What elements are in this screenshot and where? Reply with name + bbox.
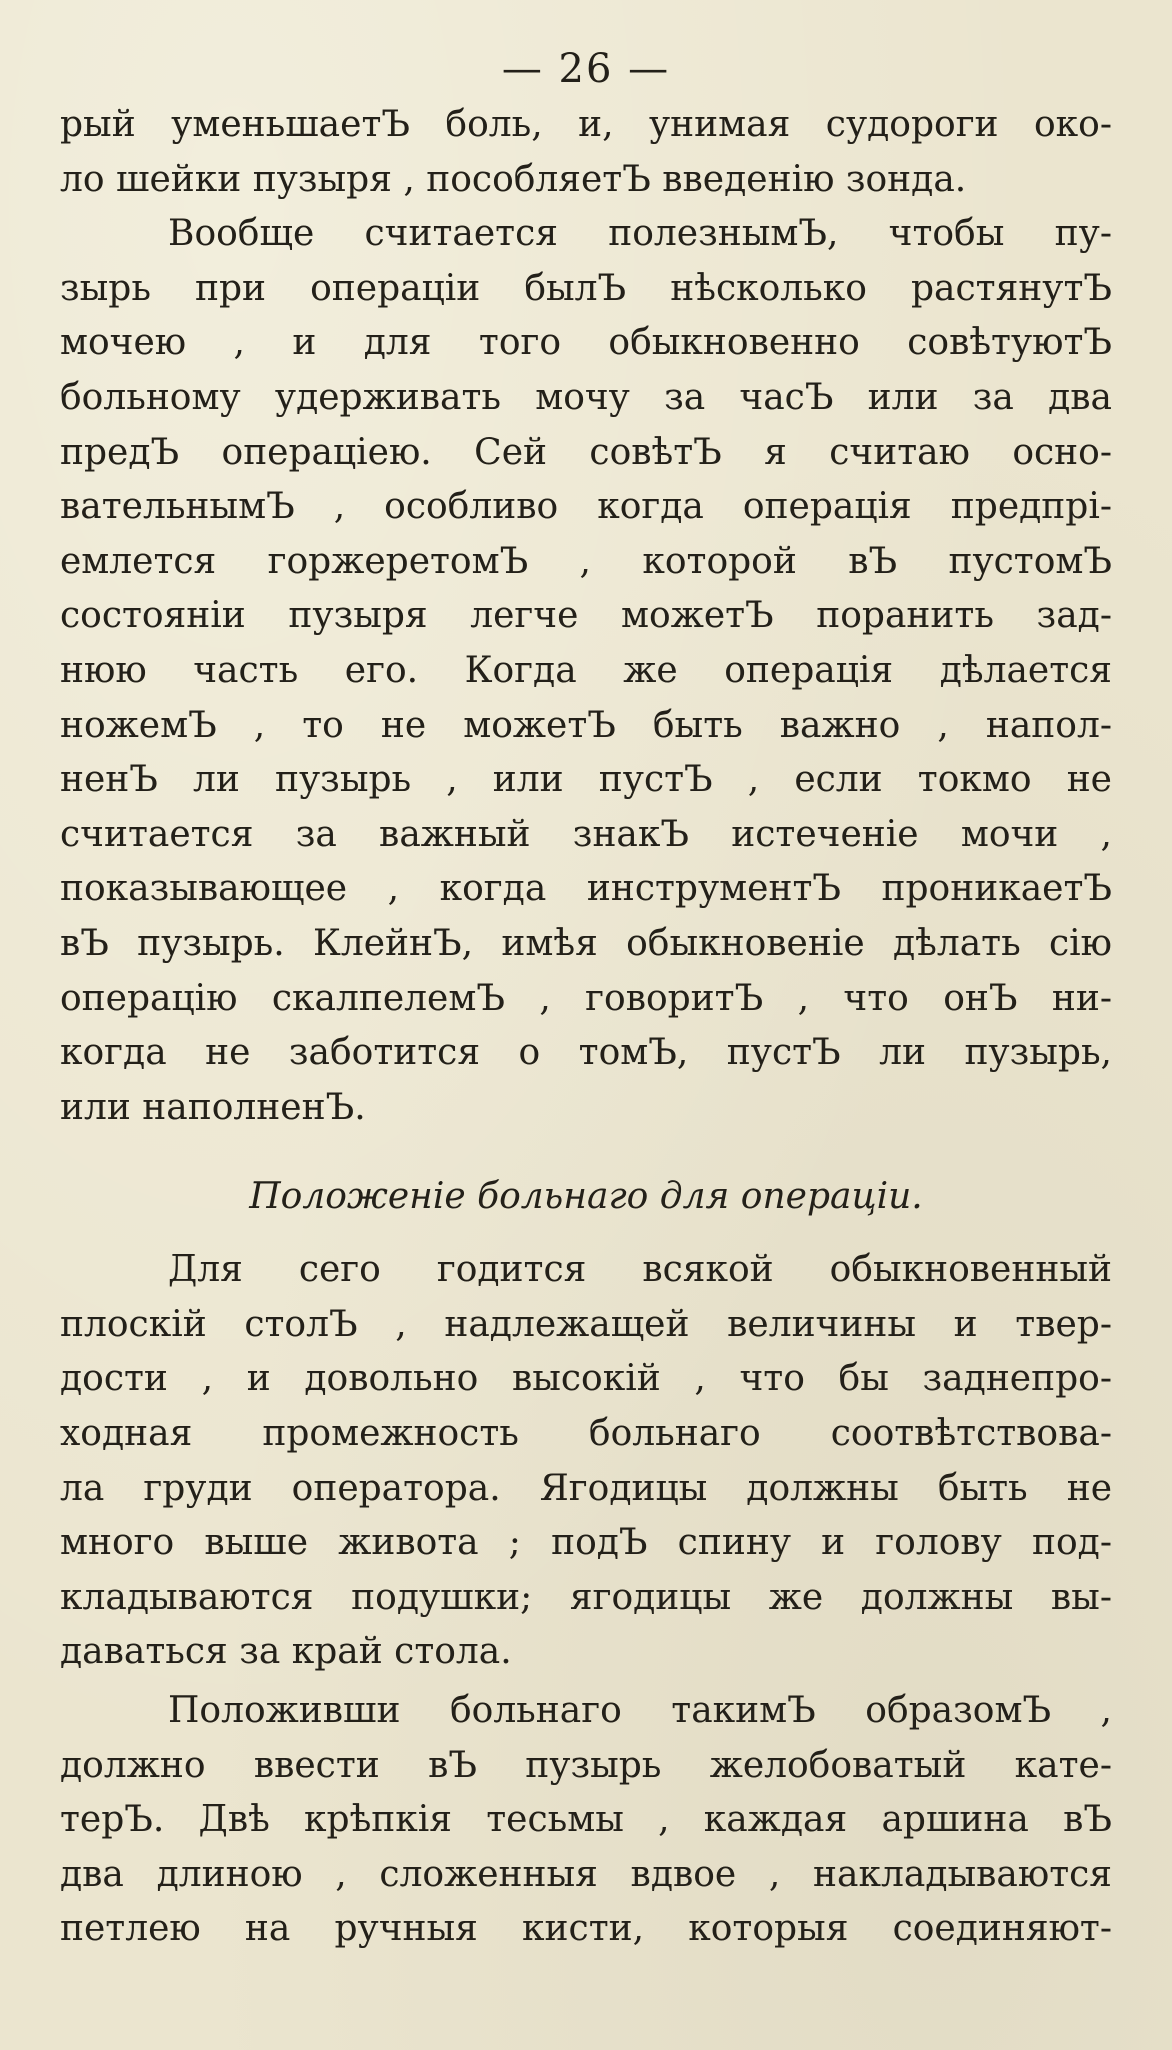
text-line: ла груди оператора. Ягодицы должны быть не (60, 1467, 1112, 1509)
text-line: считается за важный знакЪ истеченіе мочи , (60, 813, 1112, 855)
text-line: показывающее , когда инструментЪ проникаетЪ (60, 868, 1112, 910)
text-line: вательнымЪ , особливо когда операція предпрі- (60, 486, 1112, 528)
text-line: или наполненЪ. (60, 1086, 366, 1128)
text-line: ходная промежность больнаго соотвѣтствова- (60, 1413, 1112, 1455)
text-line: мочею , и для того обыкновенно совѣтуютЪ (60, 322, 1112, 364)
text-line: терЪ. Двѣ крѣпкія тесьмы , каждая аршина вЪ (60, 1799, 1112, 1841)
text-line: когда не заботится о томЪ, пустЪ ли пузырь, (60, 1032, 1112, 1074)
text-line: петлею на ручныя кисти, которыя соединяют- (60, 1908, 1112, 1950)
text-line: кладываются подушки; ягодицы же должны вы- (60, 1576, 1112, 1618)
text-line: два длиною , сложенныя вдвое , накладываются (60, 1853, 1112, 1895)
body-text (60, 98, 1112, 1957)
text-line: Вообще считается полезнымЪ, чтобы пу- (168, 213, 1112, 255)
text-line: больному удерживать мочу за часЪ или за два (60, 376, 1112, 418)
text-line: Для сего годится всякой обыкновенный (168, 1249, 1112, 1291)
text-line: плоскій столЪ , надлежащей величины и твер- (60, 1303, 1112, 1345)
text-line: ножемЪ , то не можетЪ быть важно , напол- (60, 704, 1112, 746)
page-number: — 26 — (501, 46, 671, 92)
text-line: вЪ пузырь. КлейнЪ, имѣя обыкновеніе дѣлать сію (60, 922, 1112, 964)
text-line: Положивши больнаго такимЪ образомЪ , (168, 1690, 1112, 1732)
text-line: ло шейки пузыря , пособляетЪ введенію зонда. (60, 158, 967, 200)
text-line: много выше живота ; подЪ спину и голову под- (60, 1522, 1112, 1564)
section-heading: Положеніе больнаго для операціи. (249, 1176, 923, 1218)
text-line: нюю часть его. Когда же операція дѣлается (60, 649, 1112, 691)
text-line: должно ввести вЪ пузырь желобоватый кате- (60, 1744, 1112, 1786)
text-line: операцію скалпелемЪ , говоритЪ , что онЪ ни- (60, 977, 1112, 1019)
text-line: даваться за край стола. (60, 1631, 512, 1673)
text-line: состояніи пузыря легче можетЪ поранить зад- (60, 595, 1112, 637)
text-line: ненЪ ли пузырь , или пустЪ , если токмо не (60, 759, 1112, 801)
text-line: дости , и довольно высокій , что бы заднепро- (60, 1358, 1112, 1400)
text-line: рый уменьшаетЪ боль, и, унимая судороги око- (60, 104, 1112, 145)
text-line: емлется горжеретомЪ , которой вЪ пустомЪ (60, 540, 1112, 582)
text-line: предЪ операціею. Сей совѣтЪ я считаю осно- (60, 431, 1112, 473)
text-line: зырь при операціи былЪ нѣсколько растянутЪ (60, 267, 1112, 309)
